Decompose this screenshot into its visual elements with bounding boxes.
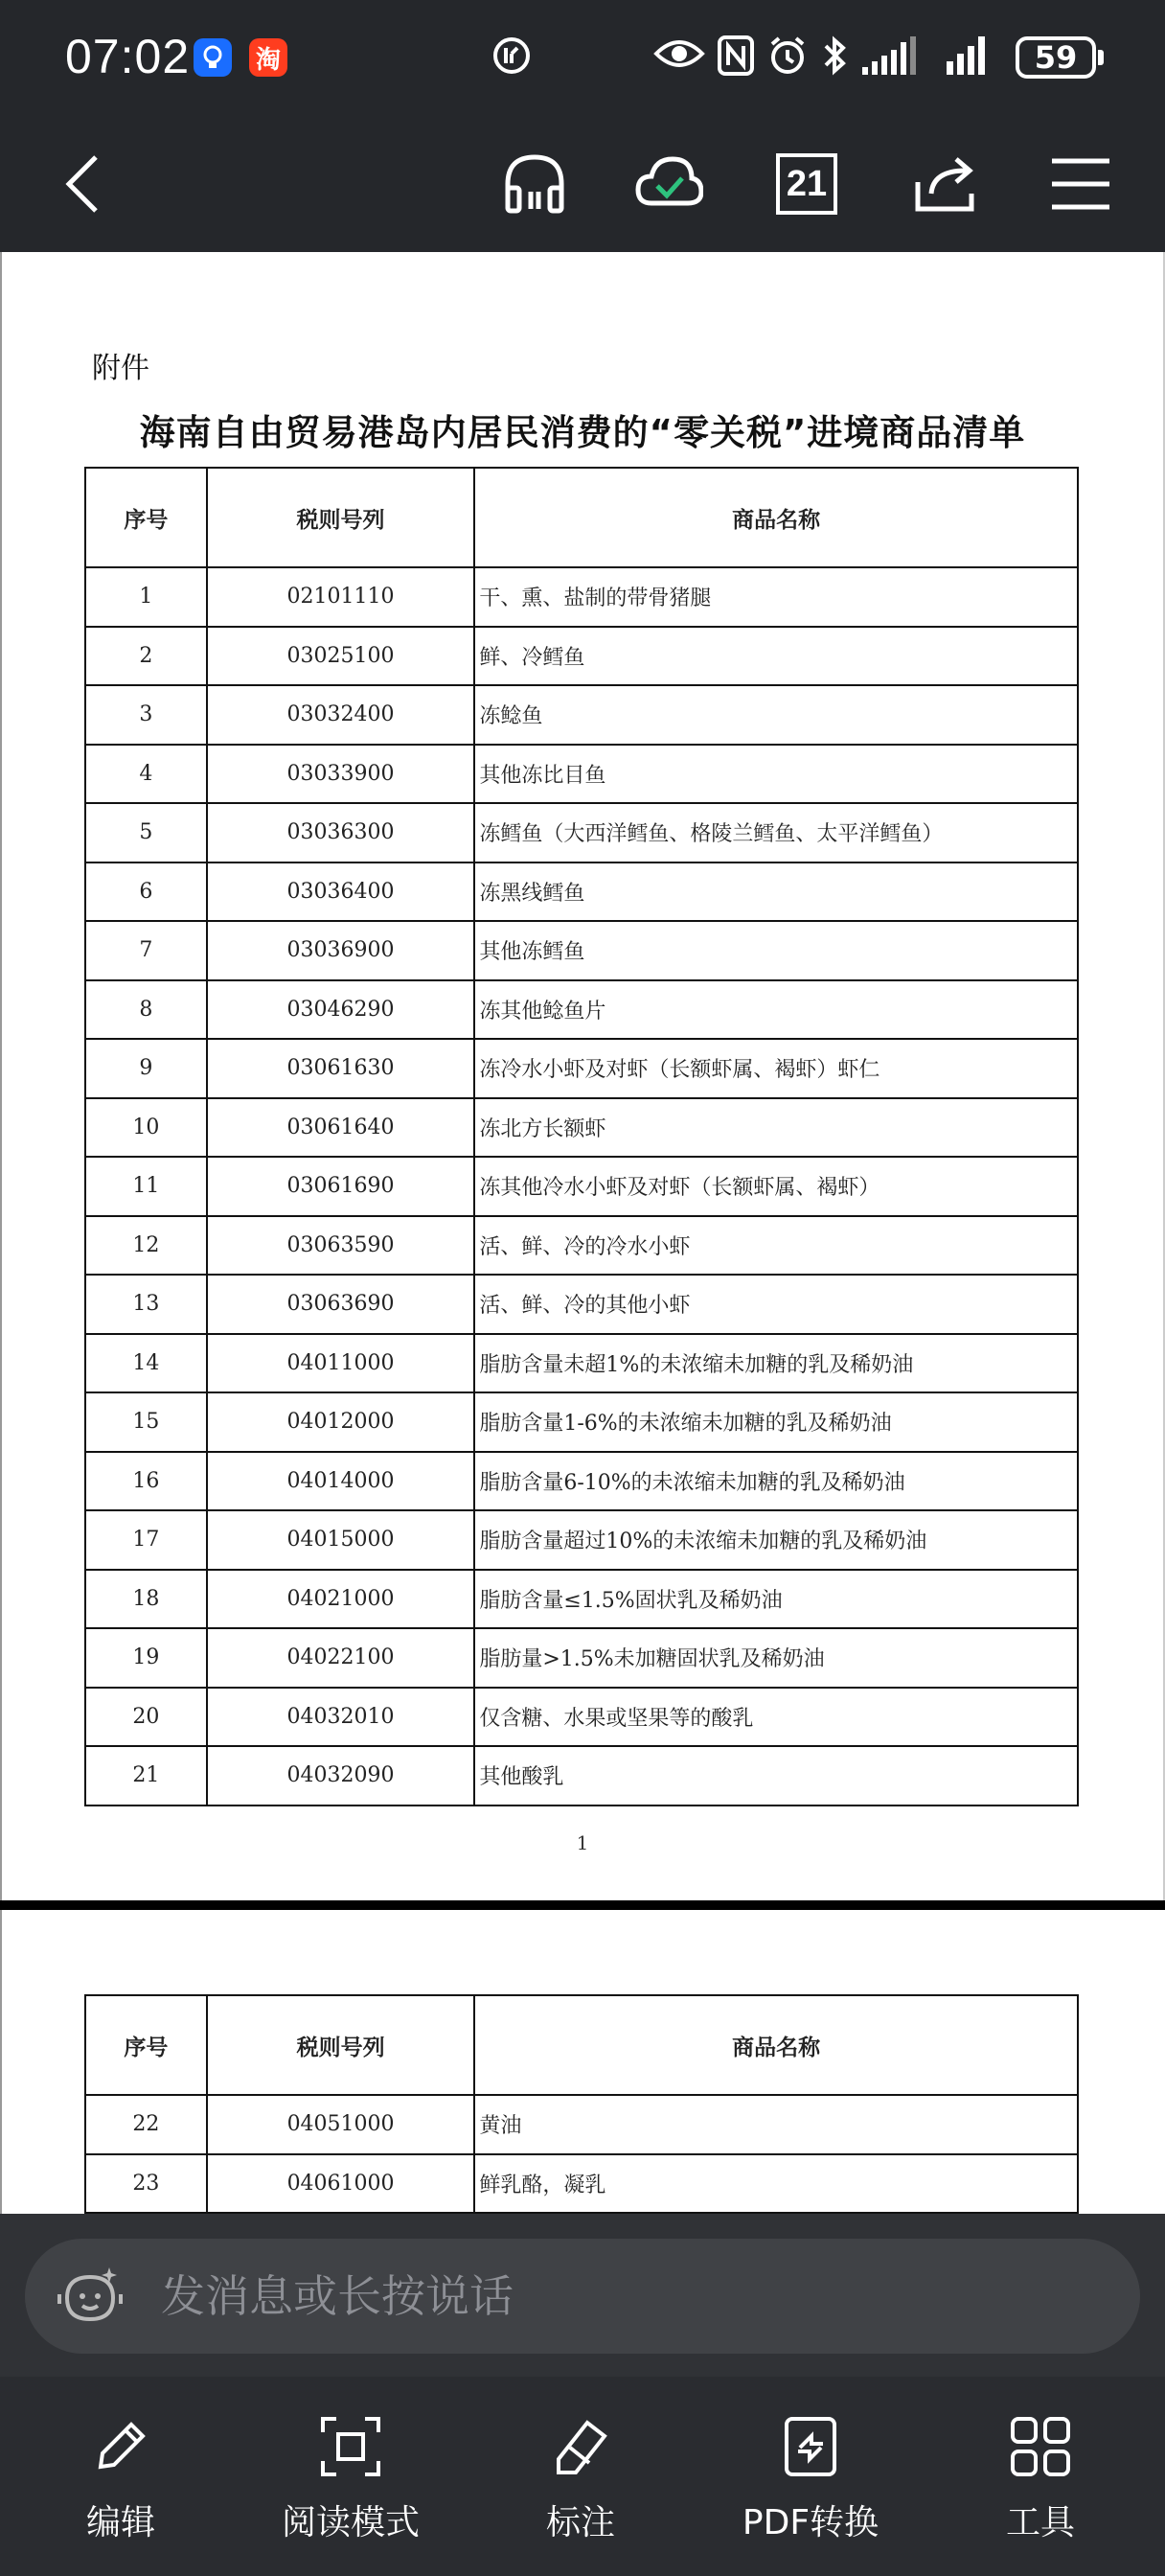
- cell-code: 03033900: [207, 745, 475, 804]
- goods-table-page-1: [84, 467, 1079, 1806]
- table-row: [85, 1392, 1078, 1452]
- table-row: [85, 1746, 1078, 1806]
- battery-indicator: 59: [1016, 36, 1096, 79]
- grid-apps-icon: [1009, 2415, 1072, 2478]
- cell-no: 19: [85, 1628, 207, 1688]
- bottom-navigation: [0, 2377, 1165, 2576]
- column-header-no: 序号: [85, 1995, 207, 2095]
- table-row: [85, 1334, 1078, 1393]
- message-input[interactable]: [25, 2239, 1140, 2354]
- page-separator: [0, 1900, 1165, 1910]
- table-row: [85, 1628, 1078, 1688]
- table-row: [85, 1098, 1078, 1158]
- column-header-no: 序号: [85, 468, 207, 567]
- cell-name: 冻冷水小虾及对虾（长额虾属、褐虾）虾仁: [474, 1039, 1078, 1098]
- page-number: 1: [576, 1831, 589, 1854]
- cell-code: 04032090: [207, 1746, 475, 1806]
- column-header-code: 税则号列: [207, 1995, 475, 2095]
- cell-name: 活、鲜、冷的其他小虾: [474, 1275, 1078, 1334]
- cell-name: 其他冻鳕鱼: [474, 921, 1078, 980]
- page-count-button[interactable]: [766, 144, 847, 224]
- cell-no: 18: [85, 1570, 207, 1629]
- cell-no: 8: [85, 980, 207, 1040]
- cell-name: 鲜乳酪，凝乳: [474, 2154, 1078, 2214]
- hamburger-menu-icon: [1046, 150, 1115, 218]
- highlighter-icon: [549, 2415, 612, 2478]
- table-row: [85, 1216, 1078, 1276]
- taobao-app-icon: 淘: [249, 38, 287, 77]
- cell-name: 黄油: [474, 2095, 1078, 2154]
- cell-no: 14: [85, 1334, 207, 1393]
- cell-code: 03036900: [207, 921, 475, 980]
- nav-read-mode[interactable]: 阅读模式: [255, 2415, 446, 2544]
- cell-name: 干、熏、盐制的带骨猪腿: [474, 567, 1078, 627]
- cell-no: 5: [85, 803, 207, 862]
- cell-no: 4: [85, 745, 207, 804]
- column-header-name: 商品名称: [474, 468, 1078, 567]
- message-input-placeholder: 发消息或长按说话: [161, 2270, 514, 2322]
- table-row: [85, 2154, 1078, 2214]
- nfc-icon: [717, 34, 755, 87]
- table-row: [85, 685, 1078, 745]
- table-row: [85, 745, 1078, 804]
- table-row: [85, 921, 1078, 980]
- table-row: [85, 1452, 1078, 1511]
- back-button[interactable]: [44, 144, 125, 224]
- column-header-name: 商品名称: [474, 1995, 1078, 2095]
- cloud-check-icon: [634, 150, 703, 218]
- listen-button[interactable]: [494, 144, 575, 224]
- status-time: 07:02: [65, 30, 191, 83]
- cell-no: 12: [85, 1216, 207, 1276]
- nav-tools[interactable]: 工具: [945, 2415, 1136, 2544]
- cell-code: 02101110: [207, 567, 475, 627]
- table-row: [85, 803, 1078, 862]
- page-count-badge: 21: [776, 153, 837, 215]
- cell-name: 脂肪量>1.5%未加糖固状乳及稀奶油: [474, 1628, 1078, 1688]
- headphones-icon: [500, 150, 569, 218]
- cell-code: 03036400: [207, 862, 475, 922]
- cell-code: 03032400: [207, 685, 475, 745]
- cell-name: 脂肪含量≤1.5%固状乳及稀奶油: [474, 1570, 1078, 1629]
- table-row: [85, 2095, 1078, 2154]
- pencil-icon: [89, 2415, 152, 2478]
- table-row: [85, 980, 1078, 1040]
- cell-name: 鲜、冷鳕鱼: [474, 627, 1078, 686]
- convert-icon: [779, 2415, 842, 2478]
- share-button[interactable]: [904, 144, 985, 224]
- cell-no: 2: [85, 627, 207, 686]
- reader-toolbar: [0, 117, 1165, 252]
- table-row: [85, 862, 1078, 922]
- cellular-signal-2-icon: [945, 34, 991, 87]
- bluetooth-icon: [820, 34, 849, 87]
- message-bar: [0, 2214, 1165, 2377]
- cell-code: 03061690: [207, 1157, 475, 1216]
- cell-code: 04022100: [207, 1628, 475, 1688]
- cell-no: 9: [85, 1039, 207, 1098]
- cell-no: 6: [85, 862, 207, 922]
- cell-code: 03061640: [207, 1098, 475, 1158]
- cell-name: 冻其他冷水小虾及对虾（长额虾属、褐虾）: [474, 1157, 1078, 1216]
- cell-no: 23: [85, 2154, 207, 2214]
- cell-name: 冻黑线鳕鱼: [474, 862, 1078, 922]
- assistant-face-icon: [57, 2266, 125, 2327]
- cell-name: 其他冻比目鱼: [474, 745, 1078, 804]
- cell-no: 22: [85, 2095, 207, 2154]
- cellular-signal-1-icon: [860, 34, 922, 87]
- cell-name: 仅含糖、水果或坚果等的酸乳: [474, 1688, 1078, 1747]
- sync-icon: [491, 34, 533, 87]
- cell-no: 7: [85, 921, 207, 980]
- document-viewer[interactable]: [0, 252, 1165, 2214]
- cell-code: 03061630: [207, 1039, 475, 1098]
- cell-no: 3: [85, 685, 207, 745]
- share-icon: [910, 150, 979, 218]
- goods-table-page-2: [84, 1994, 1079, 2214]
- attachment-label: 附件: [92, 352, 149, 385]
- table-row: [85, 1688, 1078, 1747]
- column-header-code: 税则号列: [207, 468, 475, 567]
- cell-name: 脂肪含量1-6%的未浓缩未加糖的乳及稀奶油: [474, 1392, 1078, 1452]
- cell-no: 21: [85, 1746, 207, 1806]
- table-row: [85, 1157, 1078, 1216]
- table-header-row: [85, 1995, 1078, 2095]
- cell-name: 其他酸乳: [474, 1746, 1078, 1806]
- chevron-left-icon: [50, 150, 119, 218]
- cell-no: 17: [85, 1510, 207, 1570]
- cell-code: 03025100: [207, 627, 475, 686]
- cell-name: 活、鲜、冷的冷水小虾: [474, 1216, 1078, 1276]
- cell-name: 冻其他鲶鱼片: [474, 980, 1078, 1040]
- cell-code: 04032010: [207, 1688, 475, 1747]
- cell-name: 冻北方长额虾: [474, 1098, 1078, 1158]
- cell-no: 15: [85, 1392, 207, 1452]
- cell-name: 冻鳕鱼（大西洋鳕鱼、格陵兰鳕鱼、太平洋鳕鱼）: [474, 803, 1078, 862]
- cell-code: 04051000: [207, 2095, 475, 2154]
- status-bar: [0, 0, 1165, 117]
- cell-name: 脂肪含量未超1%的未浓缩未加糖的乳及稀奶油: [474, 1334, 1078, 1393]
- cell-code: 04015000: [207, 1510, 475, 1570]
- cell-code: 03046290: [207, 980, 475, 1040]
- cell-code: 03063590: [207, 1216, 475, 1276]
- cell-name: 脂肪含量超过10%的未浓缩未加糖的乳及稀奶油: [474, 1510, 1078, 1570]
- eye-icon: [653, 34, 705, 83]
- nav-annotate[interactable]: 标注: [485, 2415, 676, 2544]
- cell-code: 03063690: [207, 1275, 475, 1334]
- cell-name: 冻鲶鱼: [474, 685, 1078, 745]
- table-row: [85, 1570, 1078, 1629]
- cell-no: 11: [85, 1157, 207, 1216]
- cell-no: 16: [85, 1452, 207, 1511]
- cell-code: 04061000: [207, 2154, 475, 2214]
- menu-button[interactable]: [1040, 144, 1121, 224]
- table-row: [85, 1275, 1078, 1334]
- table-row: [85, 567, 1078, 627]
- nav-edit[interactable]: 编辑: [25, 2415, 217, 2544]
- cell-code: 03036300: [207, 803, 475, 862]
- lightbulb-icon: [194, 38, 232, 77]
- cell-code: 04021000: [207, 1570, 475, 1629]
- cell-no: 10: [85, 1098, 207, 1158]
- table-row: [85, 1510, 1078, 1570]
- cell-no: 13: [85, 1275, 207, 1334]
- cell-code: 04014000: [207, 1452, 475, 1511]
- nav-pdf-convert[interactable]: PDF转换: [715, 2415, 906, 2544]
- cell-no: 1: [85, 567, 207, 627]
- table-row: [85, 627, 1078, 686]
- top-bar: [0, 0, 1165, 252]
- alarm-icon: [766, 34, 809, 87]
- document-title: 海南自由贸易港岛内居民消费的“零关税”进境商品清单: [139, 412, 1026, 453]
- table-row: [85, 1039, 1078, 1098]
- frame-icon: [319, 2415, 382, 2478]
- cell-name: 脂肪含量6-10%的未浓缩未加糖的乳及稀奶油: [474, 1452, 1078, 1511]
- table-header-row: [85, 468, 1078, 567]
- cloud-sync-button[interactable]: [628, 144, 709, 224]
- cell-code: 04011000: [207, 1334, 475, 1393]
- cell-code: 04012000: [207, 1392, 475, 1452]
- cell-no: 20: [85, 1688, 207, 1747]
